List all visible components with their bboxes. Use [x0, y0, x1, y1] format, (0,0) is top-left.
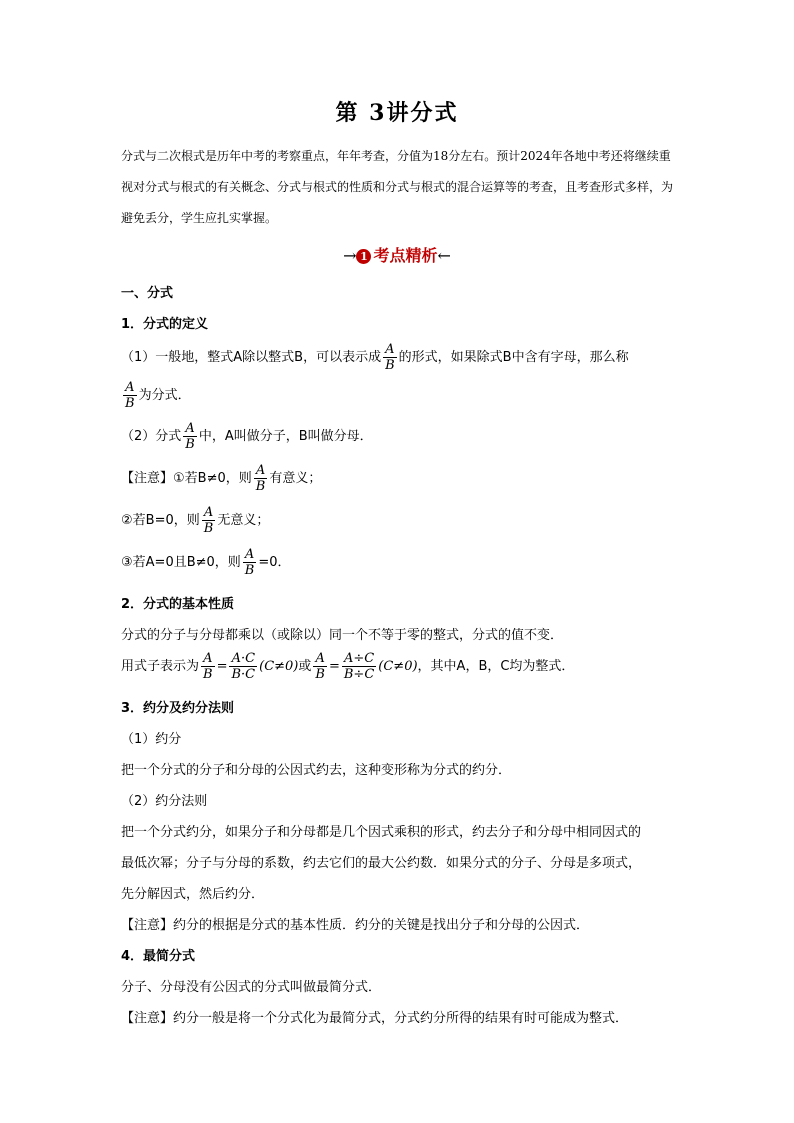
numerator: A	[183, 421, 197, 437]
denominator: B	[203, 667, 213, 682]
fraction	[243, 547, 257, 578]
denominator: B	[385, 358, 395, 373]
fraction	[342, 651, 376, 682]
denominator: B÷C	[343, 667, 375, 682]
definition-line-2	[121, 380, 191, 411]
denominator: B	[244, 563, 255, 578]
numerator: A	[202, 505, 216, 521]
section-heading: 一、分式	[121, 286, 174, 301]
numerator: A	[313, 651, 327, 667]
left-arrow-icon: ←	[437, 246, 451, 265]
intro-paragraph: 分式与二次根式是历年中考的考察重点，年年考查，分值为18分左右。预计2024年各地中考还将继续重视对分式与根式的有关概念、分式与根式的性质和分式与根式的混合运算等的考查，且考查形式多样，为避免丢分，学生应扎实掌握。	[121, 149, 674, 225]
condition: (C≠0)	[259, 659, 299, 674]
heading-reduction: 3．约分及约分法则	[121, 701, 235, 716]
text: ③若A=0且B≠0，则	[121, 555, 241, 570]
note-line-2	[121, 505, 269, 536]
note-reduction: 【注意】约分的根据是分式的基本性质．约分的关键是找出分子和分母的公因式．	[121, 918, 590, 933]
subheading-rule: （2）约分法则	[121, 794, 208, 809]
fraction	[123, 380, 137, 411]
note-line-3	[121, 547, 291, 578]
fraction	[254, 463, 268, 494]
fraction	[229, 651, 257, 682]
denominator: B	[255, 479, 266, 494]
text: 无意义；	[217, 513, 270, 528]
heading-definition: 1．分式的定义	[121, 317, 209, 332]
definition-line-3	[121, 421, 373, 452]
note-simplest: 【注意】约分一般是将一个分式化为最简分式，分式约分所得的结果有时可能成为整式．	[121, 1011, 629, 1026]
text: =0．	[258, 555, 291, 570]
text: 的形式，如果除式B中含有字母，那么称	[398, 350, 629, 365]
numerator: A·C	[229, 651, 257, 667]
denominator: B	[125, 396, 135, 411]
heading-simplest: 4．最简分式	[121, 949, 196, 964]
text: 为分式．	[138, 388, 191, 403]
rule-line-2: 最低次幂；分子与分母的系数，约去它们的最大公约数．如果分式的分子、分母是多项式，	[121, 856, 642, 871]
text: 中，A叫做分子，B叫做分母．	[198, 429, 373, 444]
banner-text: 考点精析	[373, 246, 438, 265]
right-arrow-icon: →	[343, 246, 357, 265]
numerator: A	[254, 463, 268, 479]
text: 或	[298, 659, 312, 674]
rule-line-3: 先分解因式，然后约分．	[121, 887, 265, 902]
property-text: 分式的分子与分母都乘以（或除以）同一个不等于零的整式，分式的值不变．	[121, 628, 564, 643]
condition: (C≠0)	[378, 659, 418, 674]
equals: =	[216, 659, 228, 674]
equals: =	[328, 659, 340, 674]
text: （2）分式	[121, 429, 182, 444]
denominator: B	[185, 437, 195, 452]
heading-property: 2．分式的基本性质	[121, 597, 235, 612]
text: （1）一般地，整式A除以整式B，可以表示成	[121, 350, 382, 365]
property-formula	[121, 651, 574, 682]
fraction	[183, 421, 197, 452]
numerator: A÷C	[342, 651, 376, 667]
page-title: 第 3讲分式	[335, 100, 459, 126]
denominator: B	[315, 667, 325, 682]
denominator: B·C	[231, 667, 256, 682]
fraction	[202, 505, 216, 536]
text: 【注意】①若B≠0，则	[121, 471, 252, 486]
section-banner	[0, 243, 794, 266]
rule-line-1: 把一个分式约分，如果分子和分母都是几个因式乘积的形式，约去分子和分母中相同因式的	[121, 825, 642, 840]
note-line-1	[121, 463, 321, 494]
text: ②若B=0，则	[121, 513, 200, 528]
numerator: A	[383, 342, 397, 358]
numerator: A	[201, 651, 215, 667]
number-badge: 1	[356, 249, 371, 264]
fraction	[383, 342, 397, 373]
subheading-reduction: （1）约分	[121, 732, 182, 747]
definition-line-1	[121, 342, 629, 373]
simplest-text: 分子、分母没有公因式的分式叫做最简分式．	[121, 980, 382, 995]
text: 有意义；	[269, 471, 322, 486]
denominator: B	[203, 521, 214, 536]
fraction	[201, 651, 215, 682]
numerator: A	[123, 380, 137, 396]
text: 用式子表示为	[121, 659, 200, 674]
text: ，其中A，B，C均为整式．	[417, 659, 575, 674]
reduction-text: 把一个分式的分子和分母的公因式约去，这种变形称为分式的约分．	[121, 763, 512, 778]
fraction	[313, 651, 327, 682]
numerator: A	[243, 547, 257, 563]
